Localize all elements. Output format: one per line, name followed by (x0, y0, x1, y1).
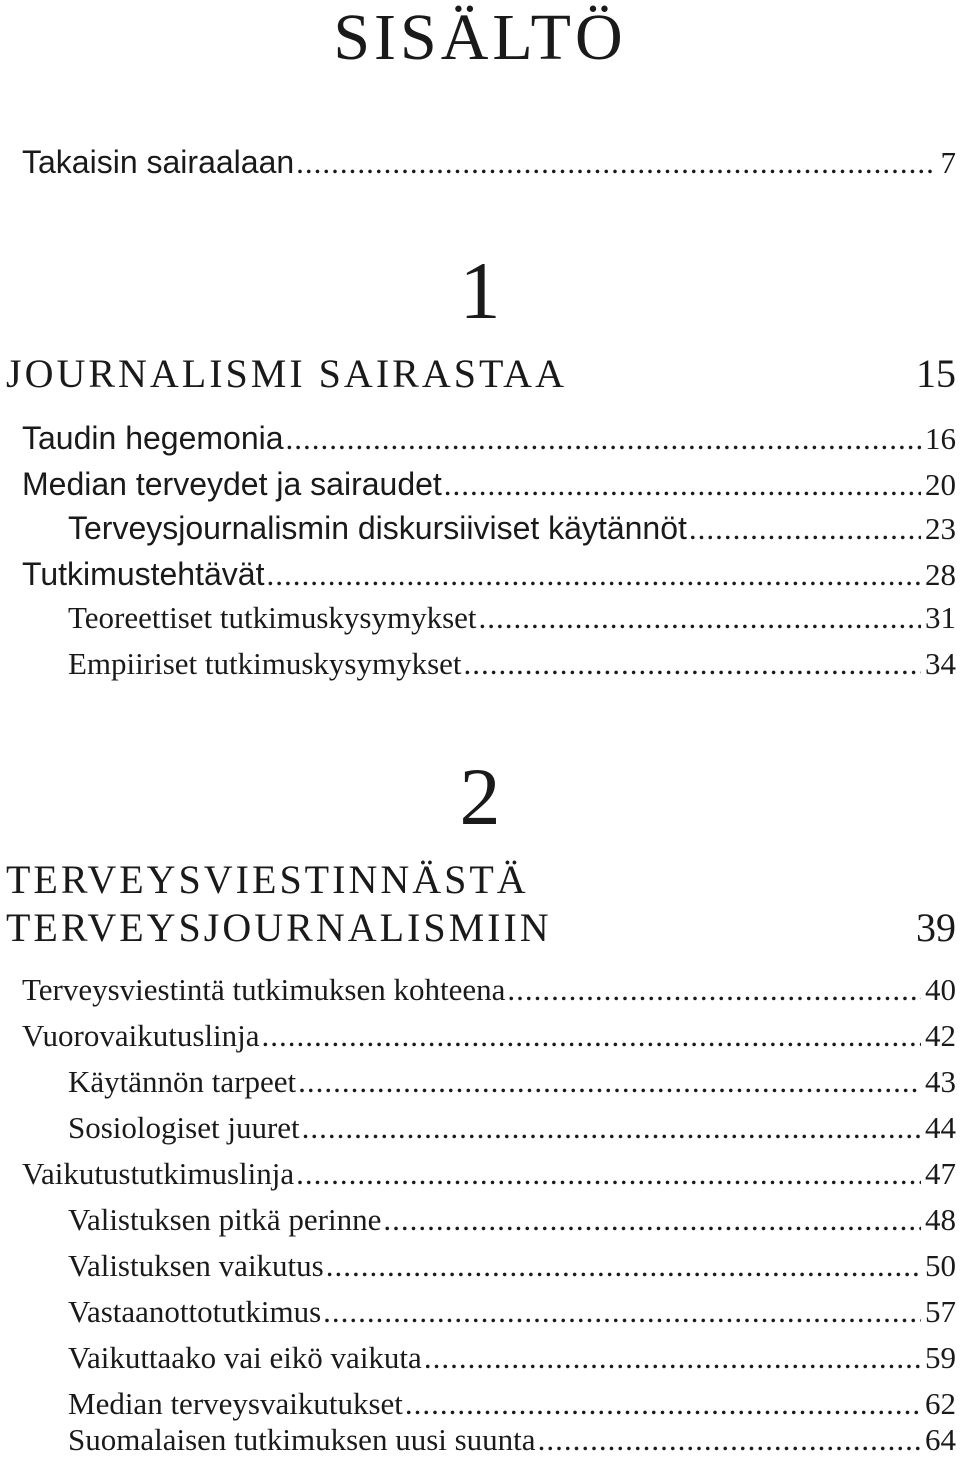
toc-leader-dots (296, 1154, 921, 1194)
toc-entry-page: 20 (925, 467, 956, 502)
toc-entry-page: 7 (940, 145, 956, 180)
toc-entry-label: Median terveysvaikutukset (68, 1386, 403, 1421)
toc-entry-label: Tutkimustehtävät (22, 556, 265, 592)
chapter-title-line-2[interactable]: TERVEYSJOURNALISMIIN (6, 905, 552, 950)
toc-entry[interactable] (22, 1154, 956, 1194)
toc-entry-page: 57 (925, 1294, 956, 1329)
chapter-number: 2 (459, 751, 501, 842)
toc-subentry[interactable] (68, 1420, 956, 1460)
toc-subentry[interactable] (68, 1292, 956, 1332)
chapter-title-line-1[interactable]: TERVEYSVIESTINNÄSTÄ (6, 857, 529, 902)
toc-leader-dots (538, 1420, 921, 1460)
toc-leader-dots (323, 1292, 921, 1332)
toc-entry[interactable] (22, 970, 956, 1010)
toc-leader-dots (298, 1062, 921, 1102)
toc-entry-label: Vaikutustutkimuslinja (22, 1156, 295, 1191)
toc-subentry[interactable] (68, 1108, 956, 1148)
toc-entry-label: Vaikuttaako vai eikö vaikuta (68, 1340, 422, 1375)
toc-entry-label: Teoreettiset tutkimuskysymykset (68, 600, 477, 635)
toc-subentry[interactable] (68, 508, 956, 549)
toc-entry-label: Takaisin sairaalaan (22, 144, 295, 180)
toc-entry-page: 64 (925, 1422, 956, 1457)
toc-leader-dots (302, 1108, 921, 1148)
toc-entry-label: Empiiriset tutkimuskysymykset (68, 646, 462, 681)
page-title: SISÄLTÖ (333, 1, 627, 74)
toc-entry-page: 62 (925, 1386, 956, 1421)
toc-entry-intro[interactable] (22, 142, 956, 183)
toc-entry-page: 50 (925, 1248, 956, 1283)
toc-entry-page: 31 (925, 600, 956, 635)
toc-leader-dots (507, 970, 921, 1010)
toc-leader-dots (444, 465, 921, 505)
toc-leader-dots (689, 509, 921, 549)
toc-entry[interactable] (22, 554, 956, 595)
toc-leader-dots (405, 1384, 921, 1424)
toc-entry-label: Valistuksen pitkä perinne (68, 1202, 382, 1237)
toc-leader-dots (266, 555, 921, 595)
chapter-number: 1 (459, 245, 501, 336)
toc-subentry[interactable] (68, 598, 956, 638)
chapter-page: 15 (916, 351, 956, 396)
toc-entry-page: 28 (925, 557, 956, 592)
toc-subentry[interactable] (68, 644, 956, 684)
toc-subentry[interactable] (68, 1384, 956, 1424)
toc-entry-page: 44 (925, 1110, 956, 1145)
toc-subentry[interactable] (68, 1200, 956, 1240)
toc-leader-dots (479, 598, 921, 638)
toc-entry-label: Sosiologiset juuret (68, 1110, 300, 1145)
toc-entry-page: 16 (925, 421, 956, 456)
toc-leader-dots (296, 143, 936, 183)
toc-entry-label: Median terveydet ja sairaudet (22, 466, 442, 502)
toc-leader-dots (464, 644, 921, 684)
chapter-page: 39 (916, 905, 956, 950)
toc-entry-label: Terveysviestintä tutkimuksen kohteena (22, 972, 506, 1007)
toc-entry-label: Vastaanottotutkimus (68, 1294, 322, 1329)
toc-entry-page: 34 (925, 646, 956, 681)
toc-entry-label: Terveysjournalismin diskursiiviset käytännöt (68, 510, 687, 546)
toc-entry-label: Vuorovaikutuslinja (22, 1018, 260, 1053)
toc-entry-page: 42 (925, 1018, 956, 1053)
toc-entry-page: 40 (925, 972, 956, 1007)
chapter-title[interactable]: JOURNALISMI SAIRASTAA (6, 351, 567, 396)
toc-leader-dots (383, 1200, 921, 1240)
toc-entry-page: 48 (925, 1202, 956, 1237)
toc-leader-dots (326, 1246, 921, 1286)
toc-entry-page: 59 (925, 1340, 956, 1375)
toc-subentry[interactable] (68, 1246, 956, 1286)
toc-entry-label: Taudin hegemonia (22, 420, 284, 456)
toc-leader-dots (286, 419, 921, 459)
toc-subentry[interactable] (68, 1338, 956, 1378)
toc-leader-dots (262, 1016, 922, 1056)
toc-entry-label: Suomalaisen tutkimuksen uusi suunta (68, 1422, 536, 1457)
toc-leader-dots (424, 1338, 921, 1378)
toc-entry-page: 23 (925, 511, 956, 546)
toc-entry-label: Käytännön tarpeet (68, 1064, 297, 1099)
toc-entry[interactable] (22, 1016, 956, 1056)
toc-entry[interactable] (22, 464, 956, 505)
toc-entry-page: 47 (925, 1156, 956, 1191)
toc-entry-page: 43 (925, 1064, 956, 1099)
toc-entry[interactable] (22, 418, 956, 459)
toc-entry-label: Valistuksen vaikutus (68, 1248, 324, 1283)
toc-subentry[interactable] (68, 1062, 956, 1102)
